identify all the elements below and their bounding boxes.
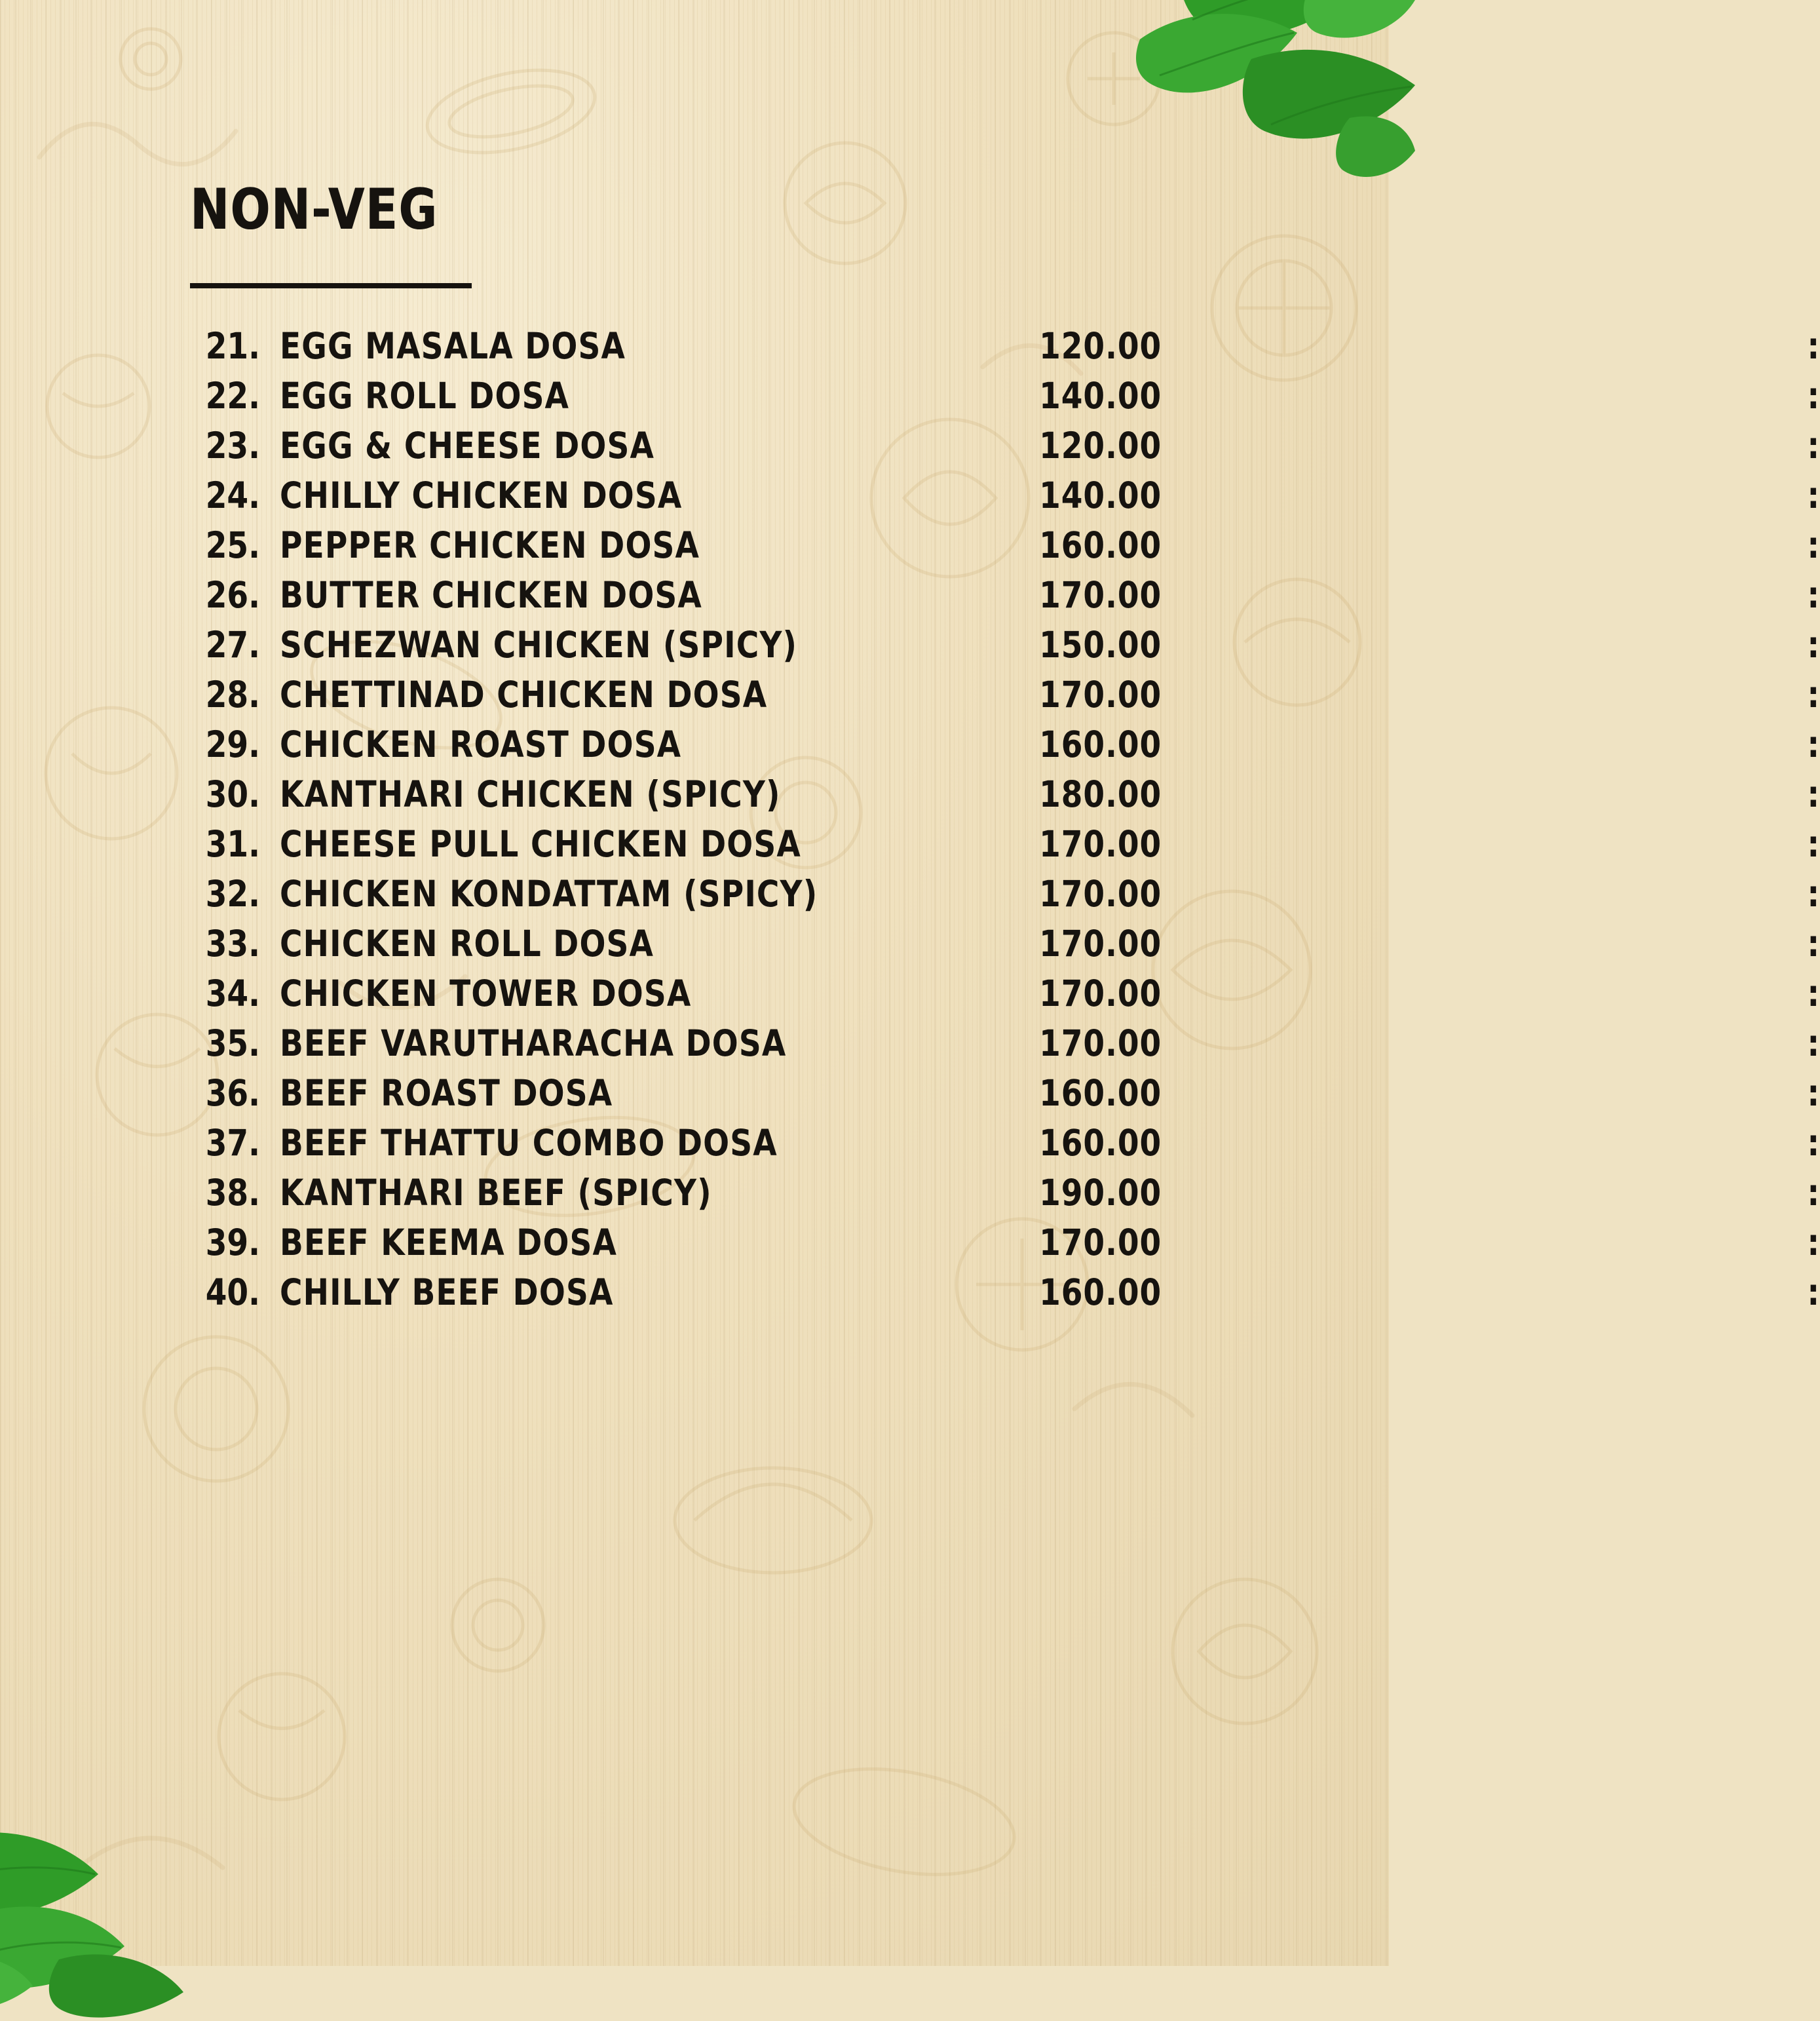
item-price	[1015, 919, 1820, 969]
price-separator: :	[1807, 723, 1820, 765]
price-amount: 140.00	[1039, 375, 1162, 417]
menu-row	[183, 769, 1820, 819]
menu-row	[183, 520, 1820, 570]
item-number: 26.	[205, 574, 260, 616]
item-name: BEEF THATTU COMBO DOSA	[279, 1122, 778, 1164]
item-price	[1015, 620, 1820, 670]
item-price	[1015, 520, 1820, 570]
item-number: 37.	[205, 1122, 260, 1164]
item-name: BUTTER CHICKEN DOSA	[279, 574, 702, 616]
price-separator: :	[1807, 873, 1820, 915]
item-name: EGG ROLL DOSA	[279, 375, 569, 417]
item-name: CHILLY BEEF DOSA	[279, 1271, 614, 1313]
menu-row	[183, 1068, 1820, 1118]
price-amount: 160.00	[1039, 723, 1162, 765]
item-price	[1015, 1267, 1820, 1317]
price-separator: :	[1807, 1122, 1820, 1164]
item-number: 36.	[205, 1072, 260, 1114]
item-number: 30.	[205, 773, 260, 815]
price-amount: 160.00	[1039, 1072, 1162, 1114]
price-separator: :	[1807, 574, 1820, 616]
menu-item-list	[183, 321, 1820, 1317]
menu-row	[183, 969, 1820, 1018]
price-amount: 120.00	[1039, 425, 1162, 467]
price-amount: 150.00	[1039, 624, 1162, 666]
item-number: 35.	[205, 1022, 260, 1064]
item-name: CHICKEN ROLL DOSA	[279, 923, 654, 965]
price-amount: 190.00	[1039, 1172, 1162, 1214]
menu-row	[183, 620, 1820, 670]
menu-row	[183, 421, 1820, 471]
menu-row	[183, 471, 1820, 520]
item-number: 38.	[205, 1172, 260, 1214]
menu-row	[183, 321, 1820, 371]
item-name: BEEF ROAST DOSA	[279, 1072, 613, 1114]
price-amount: 170.00	[1039, 823, 1162, 865]
section-title-underline	[190, 283, 472, 288]
price-amount: 170.00	[1039, 574, 1162, 616]
item-number: 23.	[205, 425, 260, 467]
item-number: 33.	[205, 923, 260, 965]
price-separator: :	[1807, 923, 1820, 965]
item-number: 39.	[205, 1222, 260, 1263]
menu-row	[183, 371, 1820, 421]
item-name: CHICKEN TOWER DOSA	[279, 972, 691, 1014]
price-amount: 170.00	[1039, 972, 1162, 1014]
price-separator: :	[1807, 325, 1820, 367]
price-amount: 120.00	[1039, 325, 1162, 367]
item-number: 31.	[205, 823, 260, 865]
item-number: 32.	[205, 873, 260, 915]
price-separator: :	[1807, 524, 1820, 566]
item-price	[1015, 819, 1820, 869]
price-separator: :	[1807, 674, 1820, 716]
item-number: 25.	[205, 524, 260, 566]
menu-row	[183, 670, 1820, 720]
item-price	[1015, 720, 1820, 769]
item-number: 22.	[205, 375, 260, 417]
menu-row	[183, 570, 1820, 620]
menu-row	[183, 1018, 1820, 1068]
item-price	[1015, 1218, 1820, 1267]
item-number: 21.	[205, 325, 260, 367]
item-price	[1015, 1118, 1820, 1168]
menu-row	[183, 869, 1820, 919]
price-amount: 170.00	[1039, 1222, 1162, 1263]
item-number: 29.	[205, 723, 260, 765]
price-separator: :	[1807, 1022, 1820, 1064]
item-number: 34.	[205, 972, 260, 1014]
price-amount: 160.00	[1039, 1271, 1162, 1313]
price-separator: :	[1807, 972, 1820, 1014]
item-name: CHICKEN ROAST DOSA	[279, 723, 681, 765]
item-name: KANTHARI BEEF (SPICY)	[279, 1172, 712, 1214]
price-separator: :	[1807, 624, 1820, 666]
price-separator: :	[1807, 773, 1820, 815]
menu-row	[183, 1118, 1820, 1168]
item-name: KANTHARI CHICKEN (SPICY)	[279, 773, 781, 815]
item-price	[1015, 471, 1820, 520]
item-price	[1015, 670, 1820, 720]
item-name: CHICKEN KONDATTAM (SPICY)	[279, 873, 818, 915]
item-name: EGG & CHEESE DOSA	[279, 425, 654, 467]
price-separator: :	[1807, 474, 1820, 516]
price-amount: 170.00	[1039, 674, 1162, 716]
section-title: NON-VEG	[190, 177, 438, 242]
item-name: CHILLY CHICKEN DOSA	[279, 474, 682, 516]
price-separator: :	[1807, 1271, 1820, 1313]
price-separator: :	[1807, 425, 1820, 467]
price-amount: 180.00	[1039, 773, 1162, 815]
item-name: BEEF KEEMA DOSA	[279, 1222, 617, 1263]
item-name: SCHEZWAN CHICKEN (SPICY)	[279, 624, 797, 666]
item-price	[1015, 570, 1820, 620]
item-name: PEPPER CHICKEN DOSA	[279, 524, 700, 566]
menu-row	[183, 1168, 1820, 1218]
price-separator: :	[1807, 1172, 1820, 1214]
menu-row	[183, 1218, 1820, 1267]
menu-row	[183, 1267, 1820, 1317]
price-amount: 160.00	[1039, 1122, 1162, 1164]
price-amount: 160.00	[1039, 524, 1162, 566]
price-amount: 170.00	[1039, 1022, 1162, 1064]
item-price	[1015, 1168, 1820, 1218]
price-amount: 170.00	[1039, 873, 1162, 915]
item-price	[1015, 421, 1820, 471]
item-number: 28.	[205, 674, 260, 716]
price-separator: :	[1807, 375, 1820, 417]
price-amount: 140.00	[1039, 474, 1162, 516]
price-amount: 170.00	[1039, 923, 1162, 965]
menu-row	[183, 819, 1820, 869]
item-name: BEEF VARUTHARACHA DOSA	[279, 1022, 786, 1064]
menu-row	[183, 720, 1820, 769]
price-separator: :	[1807, 823, 1820, 865]
menu-row	[183, 919, 1820, 969]
price-separator: :	[1807, 1072, 1820, 1114]
item-number: 40.	[205, 1271, 260, 1313]
item-price	[1015, 1018, 1820, 1068]
item-name: CHEESE PULL CHICKEN DOSA	[279, 823, 801, 865]
item-price	[1015, 1068, 1820, 1118]
price-separator: :	[1807, 1222, 1820, 1263]
item-price	[1015, 769, 1820, 819]
item-name: CHETTINAD CHICKEN DOSA	[279, 674, 767, 716]
item-number: 24.	[205, 474, 260, 516]
item-name: EGG MASALA DOSA	[279, 325, 626, 367]
item-number: 27.	[205, 624, 260, 666]
item-price	[1015, 371, 1820, 421]
item-price	[1015, 869, 1820, 919]
item-price	[1015, 969, 1820, 1018]
item-price	[1015, 321, 1820, 371]
